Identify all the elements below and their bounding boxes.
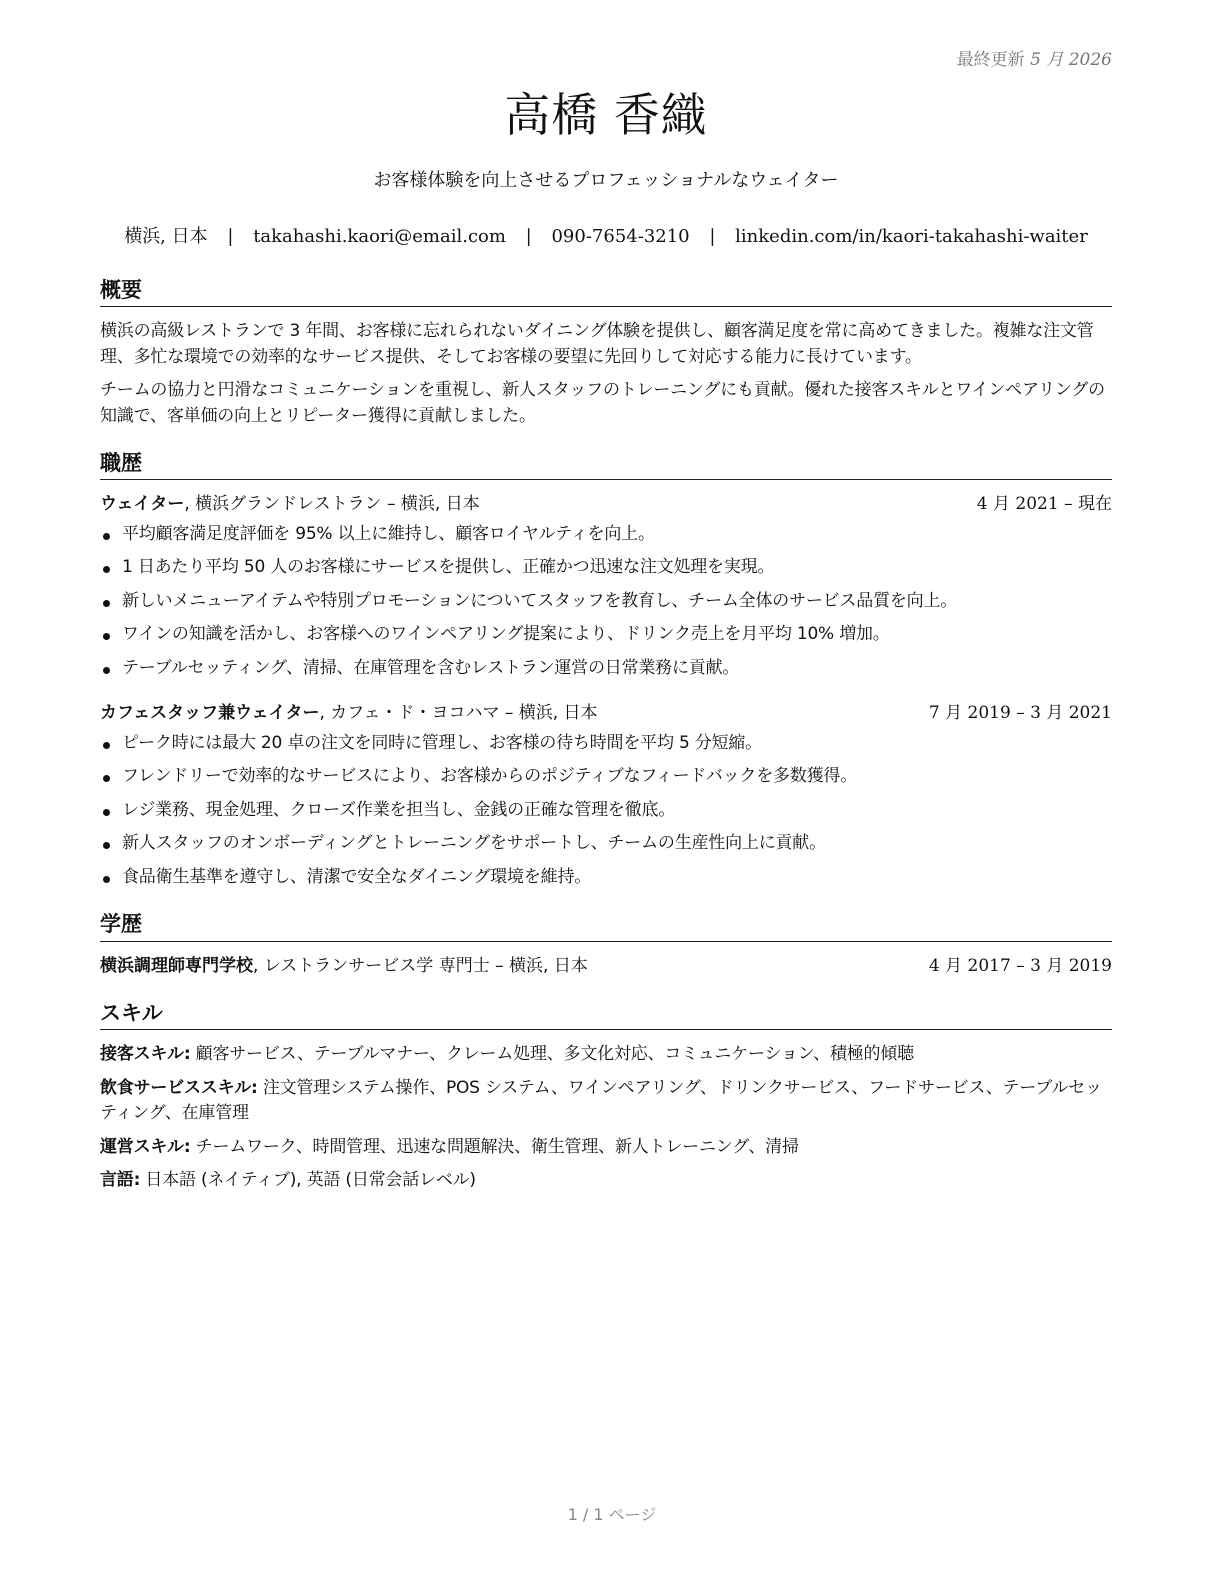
list-item: 1 日あたり平均 50 人のお客様にサービスを提供し、正確かつ迅速な注文処理を実現。	[100, 555, 1112, 581]
last-updated-year: 2026	[1068, 50, 1112, 70]
school-name: 横浜調理師専門学校	[100, 955, 253, 976]
contact-email[interactable]: takahashi.kaori@email.com	[253, 226, 506, 247]
list-item: フレンドリーで効率的なサービスにより、お客様からのポジティブなフィードバックを多数獲得。	[100, 764, 1112, 790]
list-item: 新人スタッフのオンボーディングとトレーニングをサポートし、チームの生産性向上に貢献。	[100, 831, 1112, 857]
education-line	[100, 954, 588, 980]
job-title: カフェスタッフ兼ウェイター	[100, 703, 320, 724]
job-dates: 7 月 2019 – 3 月 2021	[928, 703, 1112, 724]
summary-paragraph: 横浜の高級レストランで 3 年間、お客様に忘れられないダイニング体験を提供し、顧客満足度を常に高めてきました。複雑な注文管理、多忙な環境での効率的なサービス提供、そしてお客様の要望に先回りして対応する能力に長けています。	[100, 321, 1094, 367]
education-heading: 学歴	[100, 912, 1112, 941]
education-detail: , レストランサービス学 専門士 – 横浜, 日本	[253, 955, 588, 976]
resume-page	[100, 40, 1112, 1202]
job-title-line	[100, 701, 598, 727]
job-org: , 横浜グランドレストラン – 横浜, 日本	[184, 494, 480, 515]
job-header	[100, 492, 1112, 518]
contact-location: 横浜, 日本	[124, 226, 208, 247]
education-entry	[100, 954, 1112, 980]
skill-value: 日本語 (ネイティブ), 英語 (日常会話レベル)	[140, 1170, 476, 1191]
skill-value: 注文管理システム操作、POS システム、ワインペアリング、ドリンクサービス、フードサービス、テーブルセッティング、在庫管理	[100, 1077, 1102, 1124]
list-item: ワインの知識を活かし、お客様へのワインペアリング提案により、ドリンク売上を月平均 10% 増加。	[100, 622, 1112, 648]
list-item: ピーク時には最大 20 卓の注文を同時に管理し、お客様の待ち時間を平均 5 分短縮。	[100, 731, 1112, 757]
job-title: ウェイター	[100, 494, 185, 515]
skill-label: 飲食サービススキル:	[100, 1077, 258, 1098]
skills-heading: スキル	[100, 1001, 1112, 1030]
job-title-line	[100, 492, 480, 518]
experience-heading: 職歴	[100, 451, 1112, 480]
job-entry	[100, 701, 1112, 890]
candidate-tagline: お客様体験を向上させるプロフェッショナルなウェイター	[373, 170, 839, 191]
candidate-name: 高橋 香織	[504, 88, 708, 142]
list-item: 食品衛生基準を遵守し、清潔で安全なダイニング環境を維持。	[100, 865, 1112, 891]
job-dates: 4 月 2021 – 現在	[976, 494, 1112, 515]
summary-paragraph: チームの協力と円滑なコミュニケーションを重視し、新人スタッフのトレーニングにも貢献。優れた接客スキルとワインペアリングの知識で、客単価の向上とリピーター獲得に貢献しました。	[100, 380, 1105, 426]
contact-line	[100, 222, 1112, 248]
skill-value: チームワーク、時間管理、迅速な問題解決、衛生管理、新人トレーニング、清掃	[190, 1136, 799, 1157]
list-item: レジ業務、現金処理、クローズ作業を担当し、金銭の正確な管理を徹底。	[100, 798, 1112, 824]
contact-separator: |	[227, 226, 234, 247]
skill-line	[100, 1042, 1112, 1068]
skill-label: 言語:	[100, 1170, 141, 1191]
list-item: テーブルセッティング、清掃、在庫管理を含むレストラン運営の日常業務に貢献。	[100, 656, 1112, 682]
job-bullets	[100, 522, 1112, 682]
job-org: , カフェ・ド・ヨコハマ – 横浜, 日本	[319, 703, 598, 724]
skill-label: 接客スキル:	[100, 1044, 191, 1065]
contact-phone[interactable]: 090-7654-3210	[551, 226, 690, 247]
page-number: 1 / 1 ページ	[567, 1505, 657, 1524]
skill-line	[100, 1135, 1112, 1161]
summary-heading: 概要	[100, 278, 1112, 307]
job-entry	[100, 492, 1112, 681]
contact-linkedin[interactable]: linkedin.com/in/kaori-takahashi-waiter	[735, 226, 1088, 247]
contact-separator: |	[709, 226, 716, 247]
skill-line	[100, 1076, 1112, 1127]
education-dates: 4 月 2017 – 3 月 2019	[928, 955, 1112, 976]
skill-label: 運営スキル:	[100, 1136, 191, 1157]
job-bullets	[100, 731, 1112, 891]
list-item: 平均顧客満足度評価を 95% 以上に維持し、顧客ロイヤルティを向上。	[100, 522, 1112, 548]
skill-value: 顧客サービス、テーブルマナー、クレーム処理、多文化対応、コミュニケーション、積極的傾聴	[190, 1044, 914, 1065]
last-updated-label: 最終更新	[956, 50, 1025, 70]
list-item: 新しいメニューアイテムや特別プロモーションについてスタッフを教育し、チーム全体のサービス品質を向上。	[100, 589, 1112, 615]
contact-separator: |	[525, 226, 532, 247]
last-updated-month: 5 月	[1030, 50, 1064, 70]
skill-line	[100, 1168, 1112, 1194]
job-header	[100, 701, 1112, 727]
